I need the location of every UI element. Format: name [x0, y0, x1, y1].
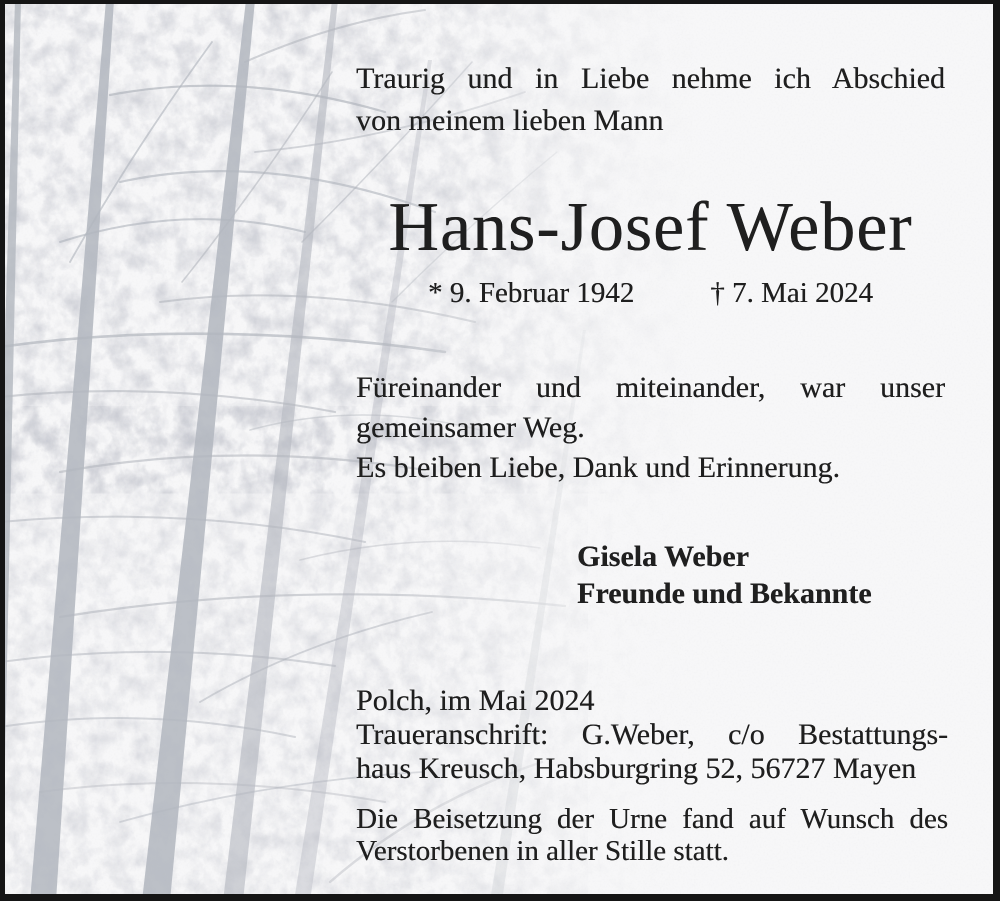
deceased-name: Hans-Josef Weber [388, 189, 913, 266]
place-and-address [356, 684, 948, 786]
address-line: haus Kreusch, Habsburgring 52, 56727 Mayen [356, 752, 917, 785]
place-date-line: Polch, im Mai 2024 [356, 684, 595, 717]
life-dates [356, 276, 945, 310]
burial-note-line: Die Beisetzung der Urne fand auf Wunsch des [356, 803, 948, 835]
intro-text [356, 58, 945, 142]
message-line: Füreinander und miteinander, war unser [356, 371, 945, 404]
memorial-message [356, 368, 945, 488]
burial-note-line: Verstorbenen in aller Stille statt. [356, 835, 729, 867]
mourner-signatures [577, 538, 945, 612]
birth-date: * 9. Februar 1942 [428, 277, 635, 309]
burial-note [356, 803, 948, 867]
signature-line: Freunde und Bekannte [577, 577, 872, 610]
intro-line: von meinem lieben Mann [356, 104, 664, 137]
message-line: gemeinsamer Weg. [356, 411, 585, 444]
message-line: Es bleiben Liebe, Dank und Erinnerung. [356, 451, 841, 484]
address-line: Traueranschrift: G.Weber, c/o Bestattungs- [356, 718, 948, 751]
death-date: † 7. Mai 2024 [710, 277, 873, 309]
signature-line: Gisela Weber [577, 540, 749, 573]
intro-line: Traurig und in Liebe nehme ich Abschied [356, 62, 945, 95]
